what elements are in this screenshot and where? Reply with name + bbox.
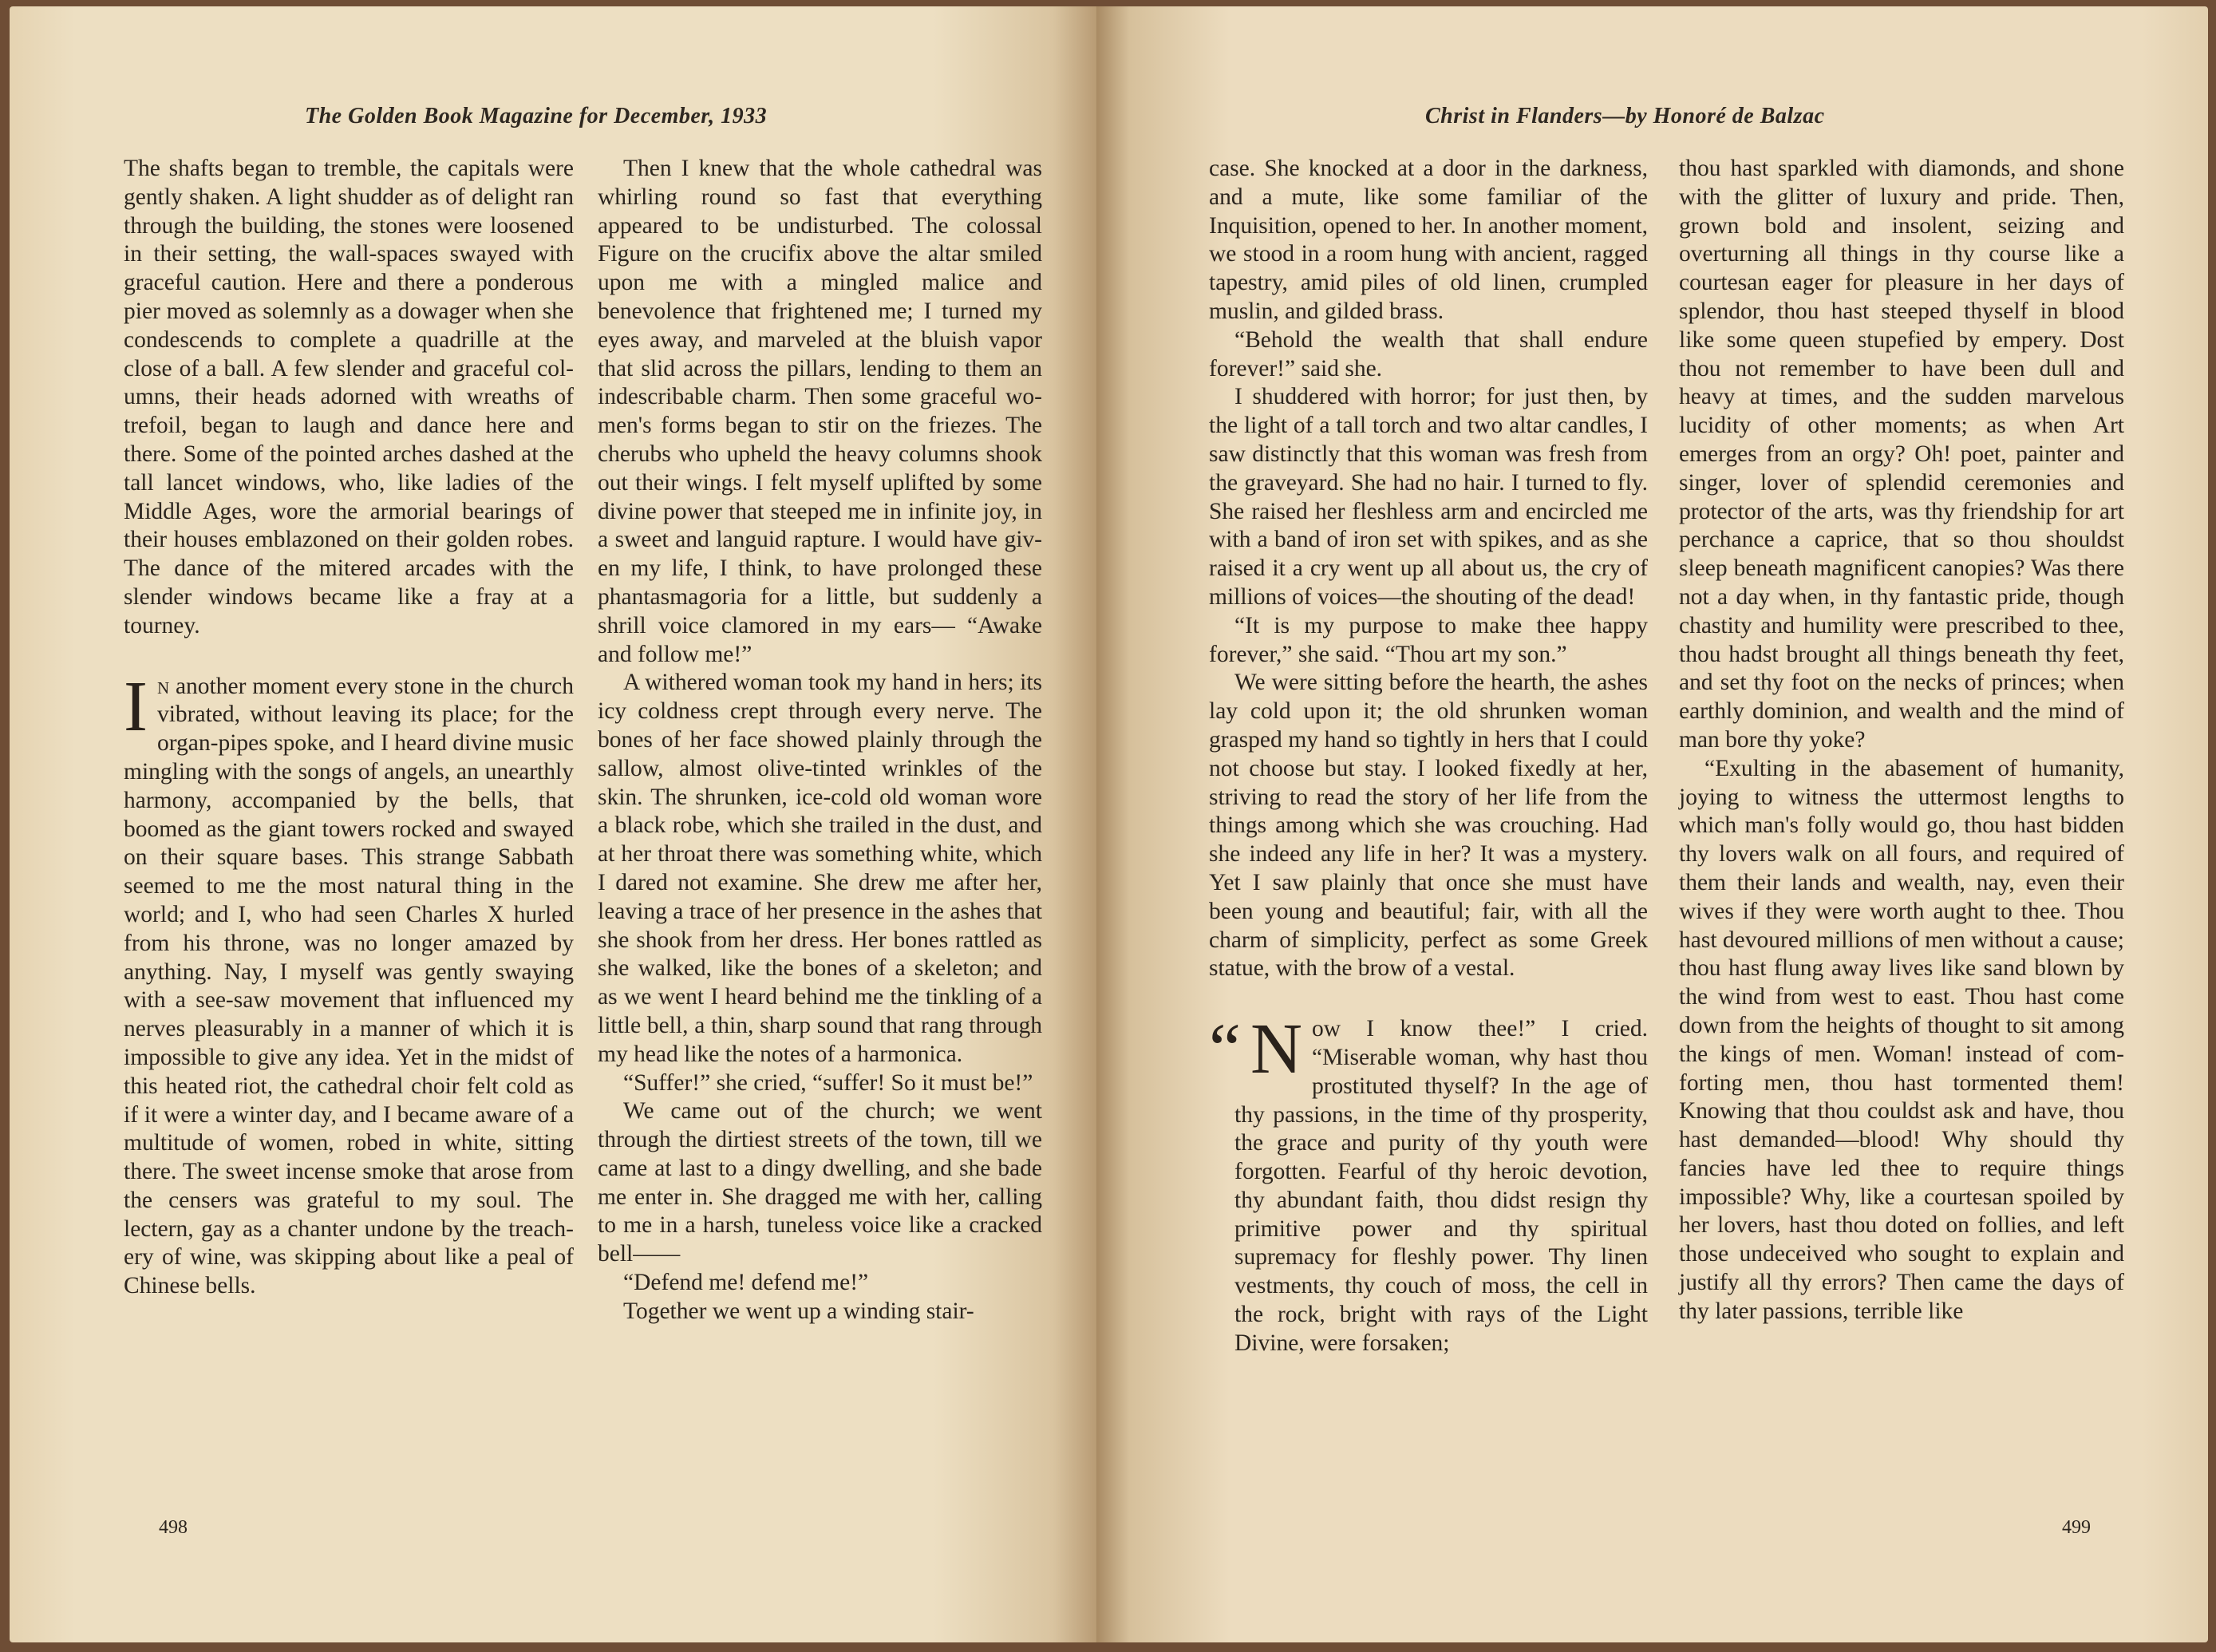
paragraph: “Defend me! defend me!” bbox=[623, 1270, 869, 1296]
page-number-right: 499 bbox=[2062, 1517, 2091, 1538]
small-cap-text: n bbox=[156, 673, 170, 699]
paragraph: “Suffer!” she cried, “suffer! So it must be!” bbox=[623, 1069, 1033, 1096]
left-page bbox=[10, 6, 1096, 1642]
paragraph: Together we went up a winding stair- bbox=[623, 1298, 974, 1324]
paragraph: We came out of the church; we went through the dirtiest streets of the town, till we came at last to a dingy dwelling, and she bade me enter in. She dragged me with her, calling to me in a harsh, tuneless voice like a cracked bell—— bbox=[598, 1098, 1042, 1267]
paragraph: Then I knew that the whole cathedral was whirling round so fast that everything appeared to be undisturbed. The colossal Figure on the crucifix above the altar smiled upon me with a mingled malice and benevolence that frightened me; I turned my eyes away, and marveled at the bluish vapor that slid across the pillars, lending to them an indescribable charm. Then some graceful women's forms began to stir on the friezes. The cherubs who upheld the heavy columns shook out their wings. I felt myself uplifted by some divine power that steeped me in infinite joy, in a sweet and languid rapture. I would have given my life, I think, to have prolonged these phantasmagoria for a little, but suddenly a shrill voice clamored in my ears— “Awake and follow me!” bbox=[598, 156, 1042, 667]
paragraph: “Behold the wealth that shall endure forever!” said she. bbox=[1209, 326, 1648, 381]
running-head-left: The Golden Book Magazine for December, 1933 bbox=[305, 104, 768, 128]
running-head-right: Christ in Flanders—by Honoré de Balzac bbox=[1425, 104, 1825, 128]
paragraph-text: ow I know thee!” I cried. “Miserable woman, why hast thou prostituted thyself? In the age of thy passions, in the time of thy prosperity, the grace and purity of thy youth were forgotten. Fearful of thy heroic devotion, thy abundant faith, thou didst resign thy primitive power and thy spiritual supremacy for fleshly power. Thy linen vestments, thy couch of moss, the cell in the rock, bright with rays of the Light Divine, were forsaken; bbox=[1234, 1016, 1648, 1356]
right-page-column-1 bbox=[1209, 155, 1648, 1358]
right-page bbox=[1096, 6, 2208, 1642]
paragraph-dropcap bbox=[1209, 1010, 1648, 1358]
paragraph: case. She knocked at a door in the darkness, and a mute, like some familiar of the Inquisition, opened to her. In another moment, we stood in a room hung with ancient, ragged tapestry, amid piles of old linen, crumpled muslin, and gilded brass. bbox=[1209, 156, 1648, 324]
paragraph: “Exulting in the abasement of humanity, joying to witness the uttermost lengths to which man's folly would go, thou hast bidden thy lovers walk on all fours, and required of them their lands and wealth, nay, even their wives if they were worth aught to thee. Thou hast devoured millions of men without a cause; thou hast flung away lives like sand blown by the wind from west to east. Thou hast come down from the heights of thought to sit among the kings of men. Woman! instead of comforting men, thou hast tormented them! Knowing that thou couldst ask and have, thou hast demanded—blood! Why should thy fancies have led thee to require things impossible? Why, like a courtesan spoiled by her lovers, hast thou doted on follies, and left those undeceived who sought to explain and justify all thy errors? Then came the days of thy later passions, terrible like bbox=[1679, 755, 2124, 1324]
page-number-left: 498 bbox=[159, 1517, 188, 1538]
right-page-column-2 bbox=[1679, 155, 2124, 1326]
paragraph: thou hast sparkled with diamonds, and shone with the glitter of luxury and pride. Then, grown bold and insolent, seizing and overturning all things in thy course like a courtesan eager for pleasure in her days of splendor, thou hast steeped thyself in blood like some queen stupefied by empery. Dost thou not remember to have been dull and heavy at times, and the sudden marvelous lucidity of other moments; as when Art emerges from an orgy? Oh! poet, painter and singer, lover of splendid ceremonies and protector of the arts, was thy friendship for art perchance a caprice, that so thou shouldst sleep beneath magnificent canopies? Was there not a day when, in thy fantastic pride, though chastity and humility were prescribed to thee, thou hadst brought all things beneath thy feet, and set thy foot on the necks of princes; when earthly dominion, and wealth and the mind of man bore thy yoke? bbox=[1679, 156, 2124, 753]
drop-cap-letter: N bbox=[1250, 1010, 1302, 1089]
paragraph: The shafts began to tremble, the capitals were gently shaken. A light shudder as of delight ran through the building, the stones were loosened in their setting, the wall-spaces swayed with graceful caution. Here and there a ponderous pier moved as solemnly as a dowager when she condescends to complete a quadrille at the close of a ball. A few slender and graceful columns, their heads adorned with wreaths of trefoil, began to laugh and dance here and there. Some of the pointed arches dashed at the tall lancet windows, who, like ladies of the Middle Ages, wore the armorial bearings of their houses emblazoned on their golden robes. The dance of the mitered arcades with the slender windows became like a fray at a tourney. bbox=[124, 156, 574, 638]
drop-cap-quote: “ bbox=[1209, 1010, 1241, 1089]
paragraph: We were sitting before the hearth, the ashes lay cold upon it; the old shrunken woman grasped my hand so tightly in hers that I could not choose but stay. I looked fixedly at her, striving to read the story of her life from the things among which she was crouching. Had she indeed any life in her? It was a mystery. Yet I saw plainly that once she must have been young and beautiful; fair, with all the charm of simplicity, perfect as some Greek statue, with the brow of a vestal. bbox=[1209, 670, 1648, 982]
paragraph: A withered woman took my hand in hers; its icy coldness crept through every nerve. The bones of her face showed plainly through the sallow, almost olive-tinted wrinkles of the skin. The shrunken, ice-cold old woman wore a black robe, which she trailed in the dust, and at her throat there was something white, which I dared not examine. She drew me after her, leaving a trace of her presence in the ashes that she shook from her dress. Her bones rattled as she walked, like the bones of a skeleton; and as we went I heard behind me the tinkling of a little bell, a thin, sharp sound that rang through my head like the notes of a harmonica. bbox=[598, 670, 1042, 1067]
left-page-column-1 bbox=[124, 155, 574, 1301]
paragraph-dropcap bbox=[124, 666, 574, 1302]
left-page-column-2 bbox=[598, 155, 1042, 1326]
paragraph-text: another moment every stone in the church vibrated, without leaving its place; for the organ-pipes spoke, and I heard divine music mingling with the songs of angels, an unearthly harmony, accompanied by the bells, that boomed as the giant towers rocked and swayed on their square bases. This strange Sabbath seemed to me the most natural thing in the world; and I, who had seen Charles X hurled from his throne, was no longer amazed by anything. Nay, I myself was gently swaying with a see-saw movement that influenced my nerves pleasurably in a manner of which it is impossible to give any idea. Yet in the midst of this heated riot, the cathedral choir felt cold as if it were a winter day, and I became aware of a multitude of women, robed in white, sitting there. The sweet incense smoke that arose from the censers was grateful to my soul. The lectern, gay as a chanter undone by the treachery of wine, was skipping about like a peal of Chinese bells. bbox=[124, 673, 574, 1299]
paragraph: I shuddered with horror; for just then, by the light of a tall torch and two altar candles, I saw distinctly that this woman was fresh from the graveyard. She had no hair. I turned to fly. She raised her fleshless arm and encircled me with a band of iron set with spikes, and as she raised it a cry went up all about us, the cry of millions of voices—the shouting of the dead! bbox=[1209, 384, 1648, 610]
paragraph: “It is my purpose to make thee happy forever,” she said. “Thou art my son.” bbox=[1209, 612, 1648, 667]
drop-cap-letter: I bbox=[124, 666, 148, 746]
